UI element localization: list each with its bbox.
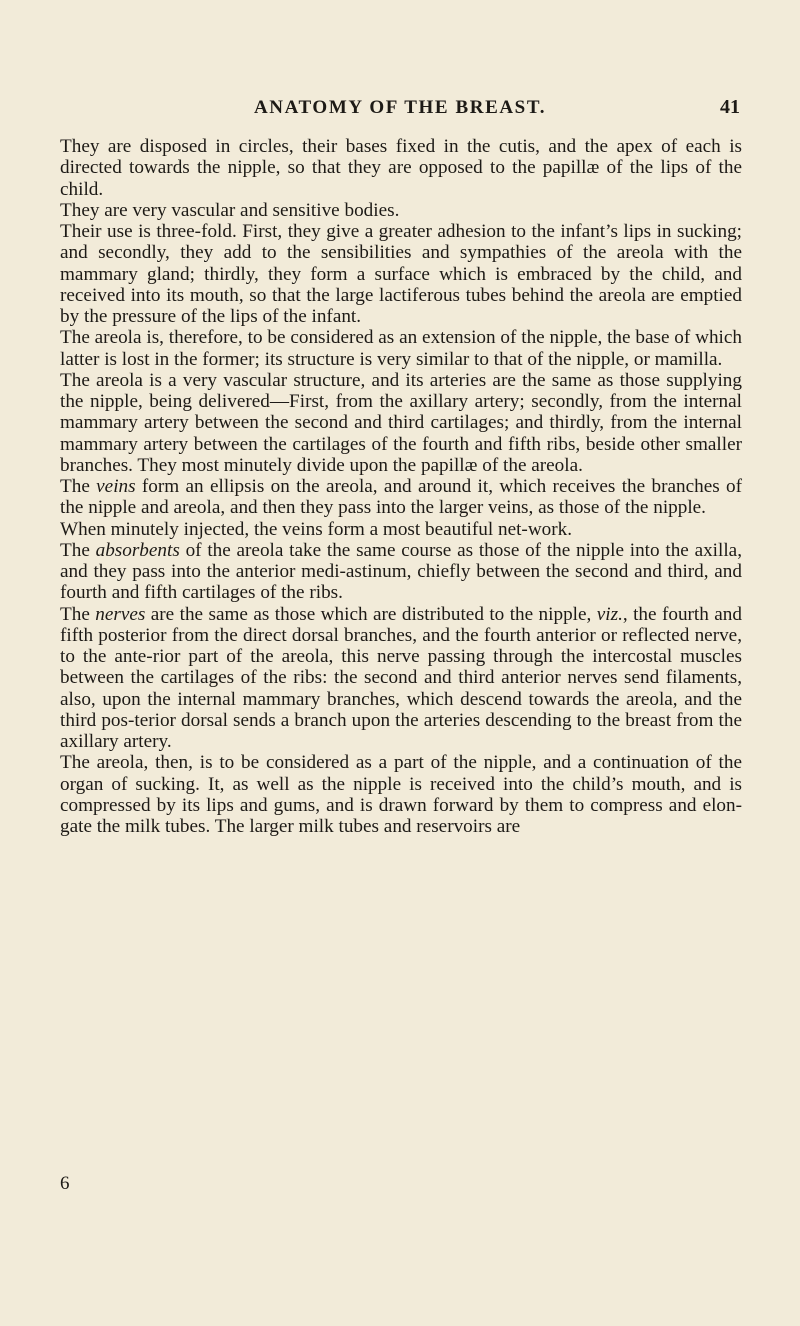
paragraph-9-lead: The (60, 603, 96, 625)
paragraph-2 (60, 200, 742, 221)
paragraph-5 (60, 370, 742, 476)
paragraph-6-lead: The (60, 476, 97, 497)
paragraph-4 (60, 327, 742, 370)
paragraph-1-text: They are disposed in circles, their bases fixed in the cutis, and the apex of each is directed towards the nipple, so that they are opposed to the papillæ of the lips of the child. (60, 136, 742, 200)
page-number: 41 (720, 96, 740, 118)
paragraph-8-italic: absorbents (95, 539, 180, 561)
paragraph-8 (60, 540, 742, 604)
paragraph-6-italic: veins (96, 476, 136, 497)
paragraph-1 (60, 136, 742, 200)
paragraph-3-text: Their use is three-fold. First, they give a greater adhesion to the infant’s lips in sucking; and secondly, they add to the sensibilities and sympathies of the areola with the mammary gland; thirdly, they form a surface which is embraced by the child, and received into its mouth, so that the large lactiferous tubes behind the areola are emptied by the pressure of the lips of the infant. (60, 221, 742, 327)
paragraph-8-lead: The (60, 539, 96, 561)
signature-mark: 6 (60, 1173, 70, 1194)
paragraph-2-text: They are very vascular and sensitive bodies. (60, 199, 400, 221)
paragraph-3 (60, 221, 742, 327)
running-head (60, 84, 740, 118)
paragraph-10-text: The areola, then, is to be considered as a part of the nipple, and a continuation of the organ of sucking. It, as well as the nipple is received into the child’s mouth, and is compressed by its lips and gums, and is drawn forward by them to compress and elon-gate the milk tubes. The larger milk tubes and reservoirs are (60, 752, 742, 837)
paragraph-6-text: form an ellipsis on the areola, and around it, which receives the branches of the nipple and areola, and then they pass into the larger veins, as those of the nipple. (60, 476, 742, 519)
paragraph-9-text: are the same as those which are distributed to the nipple, (145, 603, 597, 625)
paragraph-8-text: of the areola take the same course as those of the nipple into the axilla, and they pass into the anterior medi-astinum, chiefly between the second and third, and fourth and fifth cartilages of the ribs. (60, 539, 742, 604)
paragraph-6 (60, 476, 742, 519)
body-text (60, 136, 742, 837)
paragraph-5-text: The areola is a very vascular structure, and its arteries are the same as those supplying the nipple, being delivered—First, from the axillary artery; secondly, from the internal mammary artery between the second and third cartilages; and thirdly, from the internal mammary artery between the cartilages of the fourth and fifth ribs, beside other smaller branches. They most minutely divide upon the papillæ of the areola. (60, 369, 742, 476)
paragraph-10 (60, 752, 742, 837)
paragraph-7 (60, 519, 742, 540)
paragraph-9-italic-2: viz. (596, 603, 623, 625)
running-title: ANATOMY OF THE BREAST. (253, 97, 547, 118)
paragraph-7-text: When minutely injected, the veins form a most beautiful net-work. (60, 518, 573, 540)
paragraph-9 (60, 604, 742, 753)
paragraph-9-italic: nerves (95, 603, 146, 625)
paragraph-9-text-2: , the fourth and fifth posterior from the direct dorsal branches, and the fourth anterior or reflected nerve, to the ante-rior part of the areola, this nerve passing through the intercostal muscles between the cartilages of the ribs: the second and third anterior nerves send filaments, also, upon the internal mammary branches, which descend towards the areola, and the third pos-terior dorsal sends a branch upon the arteries descending to the breast from the axillary artery. (60, 603, 742, 752)
paragraph-4-text: The areola is, therefore, to be considered as an extension of the nipple, the base of which latter is lost in the former; its structure is very similar to that of the nipple, or mamilla. (60, 327, 742, 370)
